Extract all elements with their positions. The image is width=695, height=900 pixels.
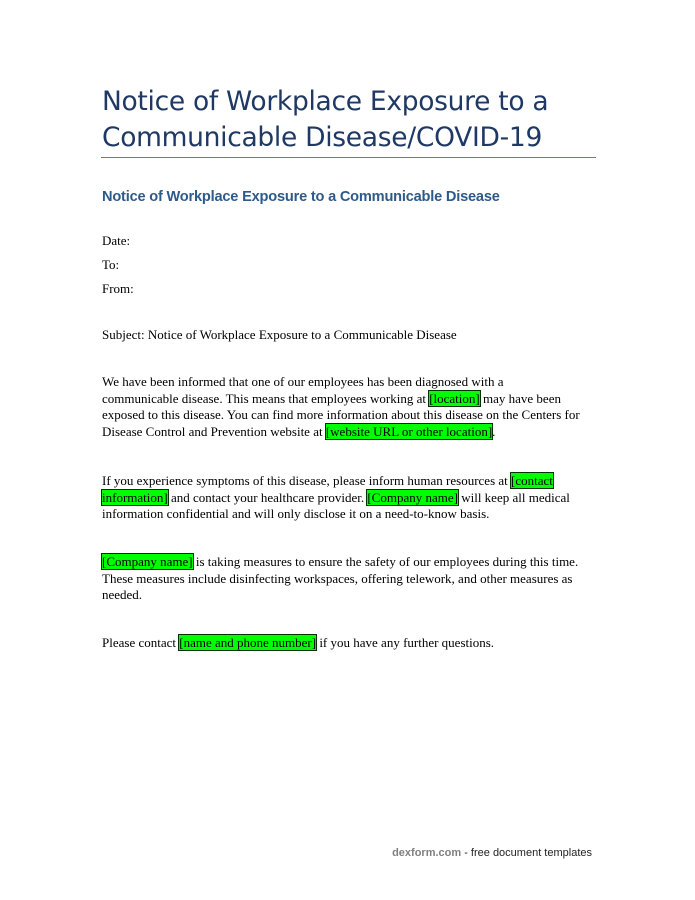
document-subtitle: Notice of Workplace Exposure to a Communicable Disease (102, 189, 500, 205)
paragraph-line: These measures include disinfecting workspaces, offering telework, and other measures as (102, 570, 573, 586)
footer-text: - free document templates (461, 847, 592, 859)
paragraph-line: We have been informed that one of our employees has been diagnosed with a (102, 374, 504, 389)
paragraph-line: exposed to this disease. You can find more information about this disease on the Centers for (102, 407, 580, 422)
paragraph-line: information confidential and will only disclose it on a need-to-know basis. (102, 506, 490, 521)
placeholder-contact-cont: information] (102, 489, 168, 505)
paragraph-line: communicable disease. This means that employees working at [location] may have been (102, 390, 561, 406)
paragraph-line: [Company name] is taking measures to ensure the safety of our employees during this time. (102, 554, 579, 569)
paragraph-exposure (102, 374, 602, 440)
paragraph-symptoms (102, 473, 602, 523)
paragraph-line: needed. (102, 587, 143, 602)
document-title (102, 84, 602, 156)
paragraph-contact (102, 635, 602, 652)
to-field: To: (102, 257, 120, 272)
paragraph-line: Disease Control and Prevention website at [website URL or other location]. (102, 423, 496, 439)
placeholder-company-name: [Company name] (367, 489, 458, 505)
subject-line: Subject: Notice of Workplace Exposure to a Communicable Disease (102, 327, 457, 342)
date-field: Date: (102, 233, 131, 248)
paragraph-line: If you experience symptoms of this disease, please inform human resources at [contact (102, 473, 553, 488)
title-line-1: Notice of Workplace Exposure to a (102, 86, 549, 117)
from-field: From: (102, 281, 134, 296)
footer-brand-link[interactable]: dexform.com (392, 847, 462, 859)
placeholder-contact: [contact (511, 473, 553, 488)
placeholder-name-phone: [name and phone number] (179, 635, 317, 650)
placeholder-website: [website URL or other location] (325, 423, 493, 439)
placeholder-location: [location] (429, 390, 480, 406)
title-divider (101, 157, 596, 158)
placeholder-company-name: [Company name] (102, 554, 193, 569)
page-footer (392, 846, 592, 860)
paragraph-line: information] and contact your healthcare provider. [Company name] will keep all medical (102, 489, 570, 505)
title-line-2: Communicable Disease/COVID-19 (102, 122, 543, 153)
paragraph-measures (102, 554, 602, 604)
paragraph-line: Please contact [name and phone number] if you have any further questions. (102, 635, 495, 650)
